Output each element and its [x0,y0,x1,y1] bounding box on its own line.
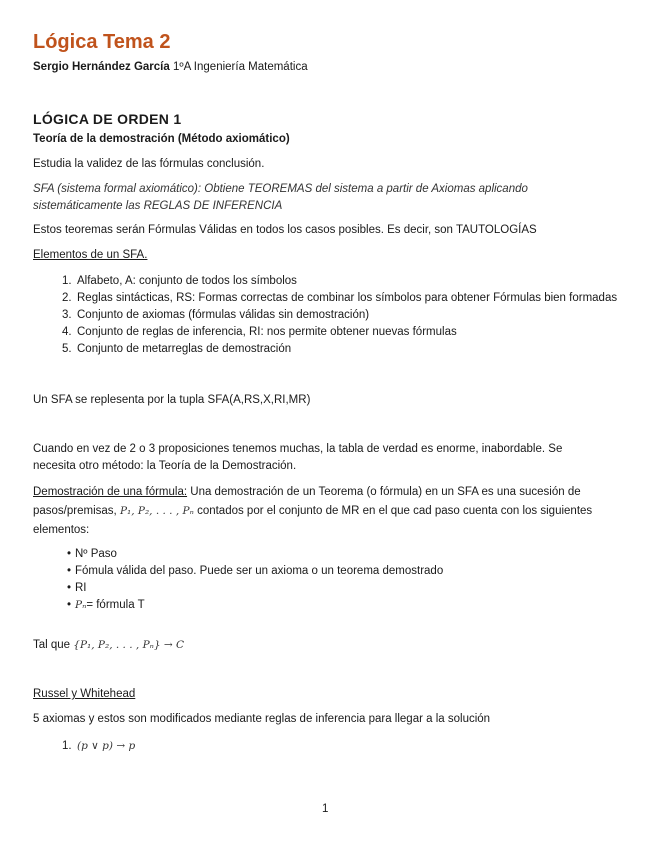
paragraph-theorems: Estos teoremas serán Fórmulas Válidas en todos los casos posibles. Es decir, son TAUTOLOGÍAS [33,224,537,236]
deduction-formula: {P₁, P₂, . . . , Pₙ} → C [73,639,185,651]
list-item: 3. Conjunto de axiomas (fórmulas válidas sin demostración) [62,309,370,321]
page-number: 1 [322,803,329,815]
list-item: 2. Reglas sintácticas, RS: Formas correctas de combinar los símbolos para obtener Fórmulas bien formadas [62,292,618,304]
elements-list [33,273,618,358]
paragraph-validity: Estudia la validez de las fórmulas conclusión. [33,158,265,170]
russel-heading: Russel y Whitehead [33,688,136,700]
axioms-list [33,738,618,755]
course-name: 1ºA Ingeniería Matemática [172,61,308,73]
sfa-definition [33,181,618,215]
step-elements-list [33,546,443,614]
author-line [33,61,308,73]
sfa-definition-line-1: SFA (sistema formal axiomático): Obtiene TEOREMAS del sistema a partir de Axiomas aplicando [33,183,528,195]
list-item: 1. Alfabeto, A: conjunto de todos los símbolos [62,275,297,287]
premises-formula: P₁, P₂, . . . , Pₙ [119,505,194,517]
section-subheading: Teoría de la demostración (Método axiomático) [33,133,290,145]
paragraph-demonstration-theory: Cuando en vez de 2 o 3 proposiciones tenemos muchas, la tabla de verdad es enorme, inabordable. Se necesita otro método: la Teoría de la Demostración. [33,443,563,472]
tuple-text: Un SFA se replesenta por la tupla SFA(A,RS,X,RI,MR) [33,394,311,406]
elements-heading: Elementos de un SFA. [33,249,148,261]
list-item: • Nº Paso [67,548,117,560]
list-item: 4. Conjunto de reglas de inferencia, RI: nos permite obtener nuevas fórmulas [62,326,457,338]
tal-que-line: Tal que {P₁, P₂, . . . , Pₙ} → C [33,639,185,651]
russel-text: 5 axiomas y estos son modificados mediante reglas de inferencia para llegar a la solución [33,713,491,725]
list-item: 1. (p ∨ p) → p [62,740,136,752]
list-item: • Pₙ= fórmula T [67,599,145,611]
list-item: • RI [67,582,87,594]
demonstration-paragraph: Demostración de una fórmula: Una demostración de un Teorema (o fórmula) en un SFA es una sucesión de pasos/premisas, P₁, P₂, . . . , Pₙ contados por el conjunto de MR en el que cad paso cuenta con los siguientes elementos: [33,486,593,536]
list-item: 5. Conjunto de metarreglas de demostración [62,343,292,355]
sfa-definition-line-2: sistemáticamente las REGLAS DE INFERENCIA [33,200,283,212]
author-name: Sergio Hernández García [33,61,170,73]
section-heading: LÓGICA DE ORDEN 1 [33,111,182,127]
demonstration-label: Demostración de una fórmula: [33,486,188,498]
document-title: Lógica Tema 2 [33,31,171,53]
list-item: • Fómula válida del paso. Puede ser un axioma o un teorema demostrado [67,565,444,577]
axiom-formula: (p ∨ p) → p [77,740,136,752]
